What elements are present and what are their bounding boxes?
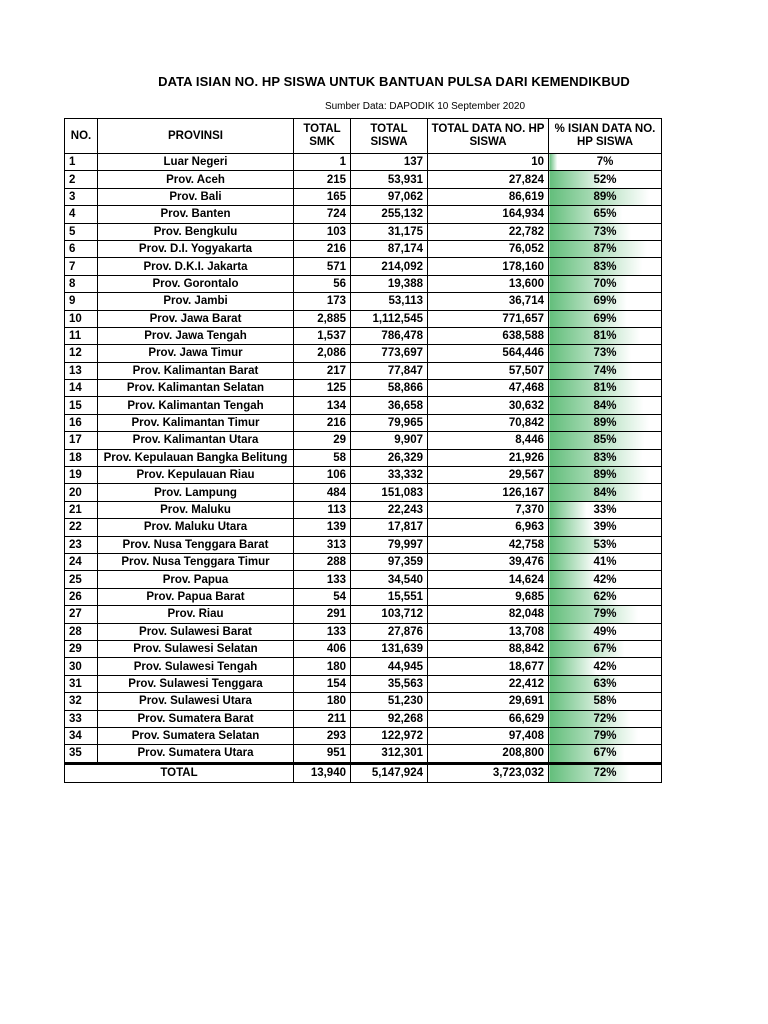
row-total-hp: 14,624 xyxy=(428,571,549,588)
row-no: 14 xyxy=(65,380,98,397)
row-no: 9 xyxy=(65,293,98,310)
row-total-siswa: 33,332 xyxy=(351,467,428,484)
row-provinsi: Prov. Kalimantan Tengah xyxy=(98,397,294,414)
row-pct-isian: 73% xyxy=(549,223,662,240)
row-total-siswa: 773,697 xyxy=(351,345,428,362)
row-provinsi: Prov. Jawa Tengah xyxy=(98,327,294,344)
row-total-smk: 113 xyxy=(294,501,351,518)
row-total-siswa: 31,175 xyxy=(351,223,428,240)
row-total-smk: 134 xyxy=(294,397,351,414)
row-pct-isian: 81% xyxy=(549,327,662,344)
row-total-hp: 21,926 xyxy=(428,449,549,466)
row-total-hp: 22,412 xyxy=(428,675,549,692)
table-row xyxy=(65,640,662,657)
total-label: TOTAL xyxy=(65,763,294,782)
table-header-row xyxy=(65,119,662,154)
table-row xyxy=(65,397,662,414)
row-pct-isian: 84% xyxy=(549,484,662,501)
row-total-siswa: 34,540 xyxy=(351,571,428,588)
row-no: 31 xyxy=(65,675,98,692)
row-total-hp: 18,677 xyxy=(428,658,549,675)
total-hp: 3,723,032 xyxy=(428,763,549,782)
table-row xyxy=(65,571,662,588)
row-total-smk: 103 xyxy=(294,223,351,240)
row-total-siswa: 27,876 xyxy=(351,623,428,640)
row-pct-isian: 58% xyxy=(549,693,662,710)
table-row xyxy=(65,449,662,466)
table-row xyxy=(65,501,662,518)
row-total-smk: 406 xyxy=(294,640,351,657)
row-provinsi: Prov. Sulawesi Barat xyxy=(98,623,294,640)
row-no: 18 xyxy=(65,449,98,466)
row-total-siswa: 1,112,545 xyxy=(351,310,428,327)
row-pct-isian: 81% xyxy=(549,380,662,397)
row-total-hp: 8,446 xyxy=(428,432,549,449)
row-total-smk: 217 xyxy=(294,362,351,379)
row-total-smk: 180 xyxy=(294,658,351,675)
total-smk: 13,940 xyxy=(294,763,351,782)
row-total-siswa: 151,083 xyxy=(351,484,428,501)
row-no: 10 xyxy=(65,310,98,327)
table-row xyxy=(65,675,662,692)
row-provinsi: Prov. Jawa Barat xyxy=(98,310,294,327)
row-total-hp: 88,842 xyxy=(428,640,549,657)
row-no: 1 xyxy=(65,154,98,171)
row-no: 30 xyxy=(65,658,98,675)
row-provinsi: Prov. Papua Barat xyxy=(98,588,294,605)
table-row xyxy=(65,154,662,171)
row-provinsi: Prov. Maluku xyxy=(98,501,294,518)
table-row xyxy=(65,240,662,257)
table-row xyxy=(65,327,662,344)
row-total-smk: 106 xyxy=(294,467,351,484)
row-total-siswa: 79,997 xyxy=(351,536,428,553)
row-provinsi: Prov. Nusa Tenggara Barat xyxy=(98,536,294,553)
row-total-siswa: 51,230 xyxy=(351,693,428,710)
row-total-hp: 42,758 xyxy=(428,536,549,553)
row-provinsi: Prov. Jawa Timur xyxy=(98,345,294,362)
row-no: 3 xyxy=(65,188,98,205)
row-provinsi: Prov. D.I. Yogyakarta xyxy=(98,240,294,257)
row-total-siswa: 79,965 xyxy=(351,414,428,431)
row-no: 6 xyxy=(65,240,98,257)
row-total-siswa: 87,174 xyxy=(351,240,428,257)
row-provinsi: Prov. Sumatera Selatan xyxy=(98,727,294,744)
row-pct-isian: 67% xyxy=(549,745,662,763)
table-body xyxy=(65,154,662,764)
row-total-hp: 13,600 xyxy=(428,275,549,292)
row-pct-isian: 41% xyxy=(549,553,662,570)
row-total-hp: 771,657 xyxy=(428,310,549,327)
header-total-data-hp: TOTAL DATA NO. HP SISWA xyxy=(428,119,549,154)
data-source-note: Sumber Data: DAPODIK 10 September 2020 xyxy=(324,101,526,112)
row-provinsi: Prov. Kalimantan Selatan xyxy=(98,380,294,397)
row-no: 28 xyxy=(65,623,98,640)
row-provinsi: Prov. Bali xyxy=(98,188,294,205)
row-no: 11 xyxy=(65,327,98,344)
row-total-smk: 313 xyxy=(294,536,351,553)
row-total-siswa: 312,301 xyxy=(351,745,428,763)
row-total-hp: 13,708 xyxy=(428,623,549,640)
row-total-hp: 564,446 xyxy=(428,345,549,362)
row-provinsi: Prov. Kepulauan Riau xyxy=(98,467,294,484)
row-total-smk: 56 xyxy=(294,275,351,292)
row-total-siswa: 92,268 xyxy=(351,710,428,727)
table-row xyxy=(65,553,662,570)
row-provinsi: Prov. Gorontalo xyxy=(98,275,294,292)
row-total-siswa: 26,329 xyxy=(351,449,428,466)
row-provinsi: Luar Negeri xyxy=(98,154,294,171)
row-total-hp: 86,619 xyxy=(428,188,549,205)
row-total-smk: 2,086 xyxy=(294,345,351,362)
row-total-hp: 126,167 xyxy=(428,484,549,501)
row-no: 23 xyxy=(65,536,98,553)
row-total-smk: 951 xyxy=(294,745,351,763)
row-total-hp: 7,370 xyxy=(428,501,549,518)
row-provinsi: Prov. Sumatera Utara xyxy=(98,745,294,763)
row-pct-isian: 79% xyxy=(549,727,662,744)
row-pct-isian: 87% xyxy=(549,240,662,257)
row-provinsi: Prov. Sulawesi Tengah xyxy=(98,658,294,675)
table-row xyxy=(65,188,662,205)
row-provinsi: Prov. Sulawesi Utara xyxy=(98,693,294,710)
row-total-smk: 571 xyxy=(294,258,351,275)
row-total-smk: 125 xyxy=(294,380,351,397)
row-total-hp: 70,842 xyxy=(428,414,549,431)
row-no: 21 xyxy=(65,501,98,518)
header-provinsi: PROVINSI xyxy=(98,119,294,154)
row-total-hp: 10 xyxy=(428,154,549,171)
row-total-siswa: 137 xyxy=(351,154,428,171)
row-no: 5 xyxy=(65,223,98,240)
row-total-siswa: 9,907 xyxy=(351,432,428,449)
row-no: 35 xyxy=(65,745,98,763)
row-provinsi: Prov. Kalimantan Timur xyxy=(98,414,294,431)
row-total-siswa: 214,092 xyxy=(351,258,428,275)
row-pct-isian: 89% xyxy=(549,467,662,484)
row-no: 2 xyxy=(65,171,98,188)
row-total-siswa: 36,658 xyxy=(351,397,428,414)
row-pct-isian: 69% xyxy=(549,293,662,310)
row-total-hp: 39,476 xyxy=(428,553,549,570)
table-row xyxy=(65,362,662,379)
row-total-siswa: 103,712 xyxy=(351,606,428,623)
row-provinsi: Prov. Maluku Utara xyxy=(98,519,294,536)
row-provinsi: Prov. Sumatera Barat xyxy=(98,710,294,727)
total-siswa: 5,147,924 xyxy=(351,763,428,782)
row-no: 24 xyxy=(65,553,98,570)
row-total-siswa: 77,847 xyxy=(351,362,428,379)
row-total-smk: 1 xyxy=(294,154,351,171)
row-total-hp: 29,567 xyxy=(428,467,549,484)
row-pct-isian: 83% xyxy=(549,449,662,466)
table-row xyxy=(65,658,662,675)
row-total-smk: 724 xyxy=(294,206,351,223)
row-pct-isian: 52% xyxy=(549,171,662,188)
row-total-smk: 173 xyxy=(294,293,351,310)
row-provinsi: Prov. Aceh xyxy=(98,171,294,188)
table-row xyxy=(65,275,662,292)
header-total-siswa: TOTAL SISWA xyxy=(351,119,428,154)
row-total-hp: 57,507 xyxy=(428,362,549,379)
row-total-siswa: 44,945 xyxy=(351,658,428,675)
row-total-hp: 22,782 xyxy=(428,223,549,240)
row-total-siswa: 35,563 xyxy=(351,675,428,692)
table-row xyxy=(65,727,662,744)
table-row xyxy=(65,588,662,605)
row-total-smk: 293 xyxy=(294,727,351,744)
row-total-smk: 216 xyxy=(294,414,351,431)
row-total-siswa: 122,972 xyxy=(351,727,428,744)
row-provinsi: Prov. Kepulauan Bangka Belitung xyxy=(98,449,294,466)
row-total-siswa: 131,639 xyxy=(351,640,428,657)
row-pct-isian: 53% xyxy=(549,536,662,553)
row-provinsi: Prov. Nusa Tenggara Timur xyxy=(98,553,294,570)
row-total-smk: 133 xyxy=(294,571,351,588)
row-total-siswa: 53,931 xyxy=(351,171,428,188)
row-no: 20 xyxy=(65,484,98,501)
table-row xyxy=(65,258,662,275)
row-pct-isian: 42% xyxy=(549,571,662,588)
row-no: 7 xyxy=(65,258,98,275)
row-total-siswa: 17,817 xyxy=(351,519,428,536)
row-no: 22 xyxy=(65,519,98,536)
row-total-smk: 216 xyxy=(294,240,351,257)
row-total-smk: 54 xyxy=(294,588,351,605)
row-total-hp: 76,052 xyxy=(428,240,549,257)
row-total-hp: 82,048 xyxy=(428,606,549,623)
table-row xyxy=(65,414,662,431)
row-pct-isian: 74% xyxy=(549,362,662,379)
table-row xyxy=(65,519,662,536)
table-row xyxy=(65,693,662,710)
row-total-siswa: 255,132 xyxy=(351,206,428,223)
row-total-hp: 178,160 xyxy=(428,258,549,275)
row-no: 12 xyxy=(65,345,98,362)
row-total-hp: 36,714 xyxy=(428,293,549,310)
row-pct-isian: 79% xyxy=(549,606,662,623)
row-total-smk: 29 xyxy=(294,432,351,449)
row-total-siswa: 19,388 xyxy=(351,275,428,292)
table-row xyxy=(65,432,662,449)
row-provinsi: Prov. Banten xyxy=(98,206,294,223)
row-provinsi: Prov. Riau xyxy=(98,606,294,623)
row-no: 34 xyxy=(65,727,98,744)
row-pct-isian: 49% xyxy=(549,623,662,640)
row-no: 27 xyxy=(65,606,98,623)
row-no: 25 xyxy=(65,571,98,588)
row-total-smk: 139 xyxy=(294,519,351,536)
total-pct: 72% xyxy=(549,763,662,782)
table-row xyxy=(65,606,662,623)
header-pct-isian: % ISIAN DATA NO. HP SISWA xyxy=(549,119,662,154)
row-pct-isian: 72% xyxy=(549,710,662,727)
row-total-hp: 30,632 xyxy=(428,397,549,414)
row-provinsi: Prov. Sulawesi Tenggara xyxy=(98,675,294,692)
row-provinsi: Prov. Bengkulu xyxy=(98,223,294,240)
row-total-siswa: 15,551 xyxy=(351,588,428,605)
row-total-hp: 27,824 xyxy=(428,171,549,188)
table-row xyxy=(65,467,662,484)
row-provinsi: Prov. Kalimantan Utara xyxy=(98,432,294,449)
row-total-siswa: 97,062 xyxy=(351,188,428,205)
row-total-smk: 484 xyxy=(294,484,351,501)
table-row xyxy=(65,345,662,362)
table-row xyxy=(65,623,662,640)
row-no: 13 xyxy=(65,362,98,379)
table-row xyxy=(65,380,662,397)
table-row xyxy=(65,536,662,553)
table-row xyxy=(65,710,662,727)
header-total-smk: TOTAL SMK xyxy=(294,119,351,154)
total-row xyxy=(65,763,662,782)
row-total-hp: 164,934 xyxy=(428,206,549,223)
table-row xyxy=(65,223,662,240)
row-pct-isian: 83% xyxy=(549,258,662,275)
row-pct-isian: 73% xyxy=(549,345,662,362)
row-total-smk: 215 xyxy=(294,171,351,188)
row-total-hp: 9,685 xyxy=(428,588,549,605)
row-pct-isian: 62% xyxy=(549,588,662,605)
row-total-hp: 208,800 xyxy=(428,745,549,763)
row-provinsi: Prov. D.K.I. Jakarta xyxy=(98,258,294,275)
row-no: 29 xyxy=(65,640,98,657)
row-pct-isian: 69% xyxy=(549,310,662,327)
row-total-smk: 154 xyxy=(294,675,351,692)
row-pct-isian: 42% xyxy=(549,658,662,675)
row-provinsi: Prov. Sulawesi Selatan xyxy=(98,640,294,657)
row-no: 15 xyxy=(65,397,98,414)
province-data-table xyxy=(64,118,662,783)
row-no: 19 xyxy=(65,467,98,484)
row-pct-isian: 84% xyxy=(549,397,662,414)
row-total-smk: 2,885 xyxy=(294,310,351,327)
table-row xyxy=(65,293,662,310)
row-pct-isian: 89% xyxy=(549,414,662,431)
row-no: 33 xyxy=(65,710,98,727)
row-pct-isian: 63% xyxy=(549,675,662,692)
table-row xyxy=(65,171,662,188)
row-no: 26 xyxy=(65,588,98,605)
row-no: 4 xyxy=(65,206,98,223)
row-total-siswa: 53,113 xyxy=(351,293,428,310)
row-total-hp: 6,963 xyxy=(428,519,549,536)
row-total-smk: 211 xyxy=(294,710,351,727)
row-pct-isian: 85% xyxy=(549,432,662,449)
row-total-smk: 133 xyxy=(294,623,351,640)
row-total-hp: 29,691 xyxy=(428,693,549,710)
row-total-smk: 180 xyxy=(294,693,351,710)
row-pct-isian: 39% xyxy=(549,519,662,536)
table-row xyxy=(65,745,662,763)
table-row xyxy=(65,484,662,501)
row-total-smk: 165 xyxy=(294,188,351,205)
row-no: 16 xyxy=(65,414,98,431)
row-pct-isian: 7% xyxy=(549,154,662,171)
row-total-hp: 638,588 xyxy=(428,327,549,344)
row-total-hp: 97,408 xyxy=(428,727,549,744)
row-pct-isian: 65% xyxy=(549,206,662,223)
row-total-siswa: 97,359 xyxy=(351,553,428,570)
row-total-smk: 291 xyxy=(294,606,351,623)
row-pct-isian: 89% xyxy=(549,188,662,205)
row-total-siswa: 786,478 xyxy=(351,327,428,344)
table-row xyxy=(65,206,662,223)
row-pct-isian: 67% xyxy=(549,640,662,657)
header-no: NO. xyxy=(65,119,98,154)
table-row xyxy=(65,310,662,327)
row-provinsi: Prov. Kalimantan Barat xyxy=(98,362,294,379)
row-no: 17 xyxy=(65,432,98,449)
row-total-siswa: 58,866 xyxy=(351,380,428,397)
row-total-hp: 47,468 xyxy=(428,380,549,397)
row-pct-isian: 70% xyxy=(549,275,662,292)
row-provinsi: Prov. Lampung xyxy=(98,484,294,501)
row-no: 8 xyxy=(65,275,98,292)
row-total-smk: 58 xyxy=(294,449,351,466)
row-provinsi: Prov. Jambi xyxy=(98,293,294,310)
row-total-smk: 1,537 xyxy=(294,327,351,344)
row-pct-isian: 33% xyxy=(549,501,662,518)
row-provinsi: Prov. Papua xyxy=(98,571,294,588)
row-no: 32 xyxy=(65,693,98,710)
row-total-siswa: 22,243 xyxy=(351,501,428,518)
document-title: DATA ISIAN NO. HP SISWA UNTUK BANTUAN PULSA DARI KEMENDIKBUD xyxy=(158,74,630,89)
row-total-smk: 288 xyxy=(294,553,351,570)
row-total-hp: 66,629 xyxy=(428,710,549,727)
